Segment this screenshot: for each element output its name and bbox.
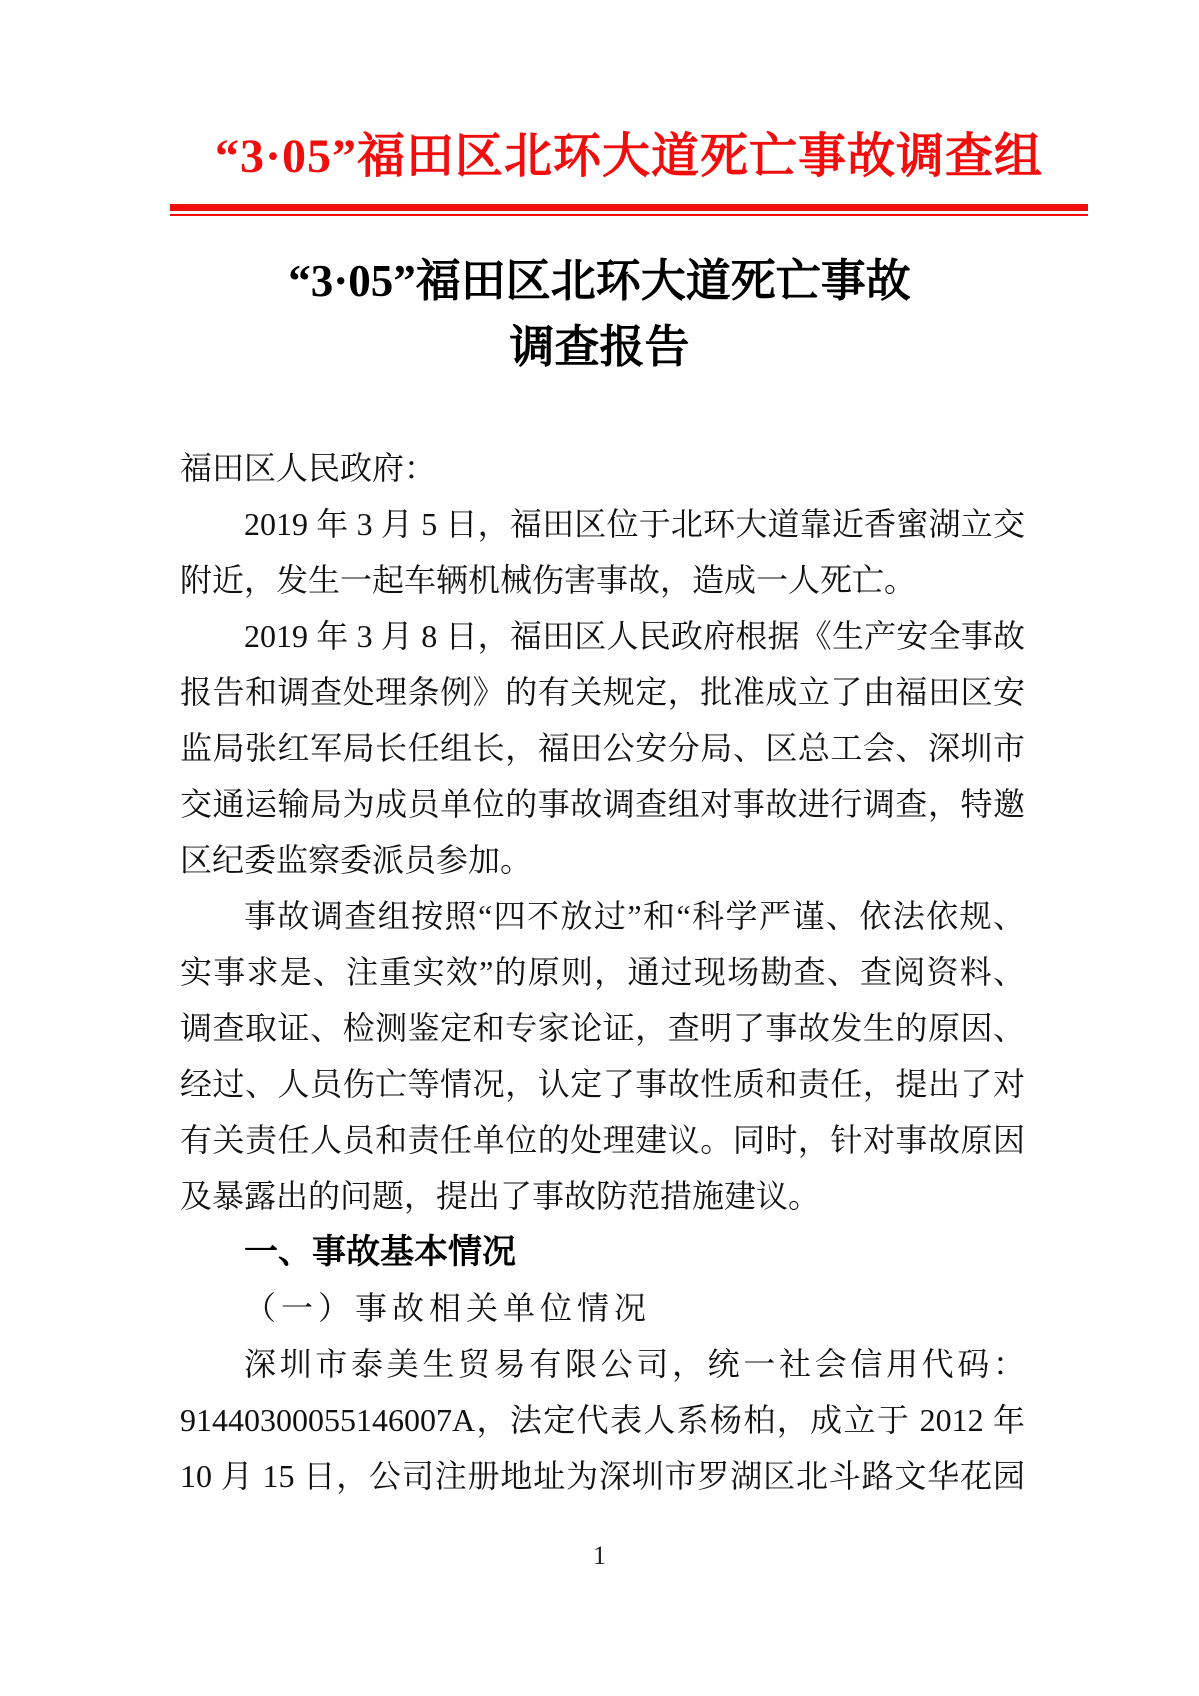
letterhead-double-rule [170,204,1088,216]
body-line: 监局张红军局长任组长，福田公安分局、区总工会、深圳市 [180,730,1025,766]
letterhead-org-title: “3·05”福田区北环大道死亡事故调查组 [214,130,1043,183]
body-line: 实事求是、注重实效”的原则，通过现场勘查、查阅资料、 [180,954,1025,990]
body-line: 调查取证、检测鉴定和专家论证，查明了事故发生的原因、 [180,1010,1025,1046]
document-title [0,248,1199,380]
salutation: 福田区人民政府： [180,450,437,486]
page-number: 1 [593,1541,606,1570]
body-line: 2019 年 3 月 5 日，福田区位于北环大道靠近香蜜湖立交 [244,506,1025,542]
document-body [180,440,1025,1504]
body-line: 91440300055146007A，法定代表人系杨柏，成立于 2012 年 [180,1402,1025,1438]
body-line: 附近，发生一起车辆机械伤害事故，造成一人死亡。 [180,562,917,598]
body-line: 交通运输局为成员单位的事故调查组对事故进行调查，特邀 [180,786,1025,822]
document-letterhead [170,126,1088,216]
document-title-line1: “3·05”福田区北环大道死亡事故 [288,256,911,306]
body-line: 区纪委监察委派员参加。 [180,842,533,878]
document-title-line2: 调查报告 [509,322,690,372]
page-footer [0,1540,1199,1572]
body-line: 事故调查组按照“四不放过”和“科学严谨、依法依规、 [244,898,1025,934]
body-line: 2019 年 3 月 8 日，福田区人民政府根据《生产安全事故 [244,618,1025,654]
body-line: 报告和调查处理条例》的有关规定，批准成立了由福田区安 [180,674,1025,710]
body-line: 10 月 15 日，公司注册地址为深圳市罗湖区北斗路文华花园 [180,1458,1025,1494]
section-heading: 一、事故基本情况 [244,1233,516,1271]
body-line: 有关责任人员和责任单位的处理建议。同时，针对事故原因 [180,1122,1025,1158]
body-line: 及暴露出的问题，提出了事故防范措施建议。 [180,1178,821,1214]
subsection-heading: （一）事故相关单位情况 [244,1290,652,1326]
body-line: 深圳市泰美生贸易有限公司，统一社会信用代码： [244,1346,1025,1382]
body-line: 经过、人员伤亡等情况，认定了事故性质和责任，提出了对 [180,1066,1025,1102]
